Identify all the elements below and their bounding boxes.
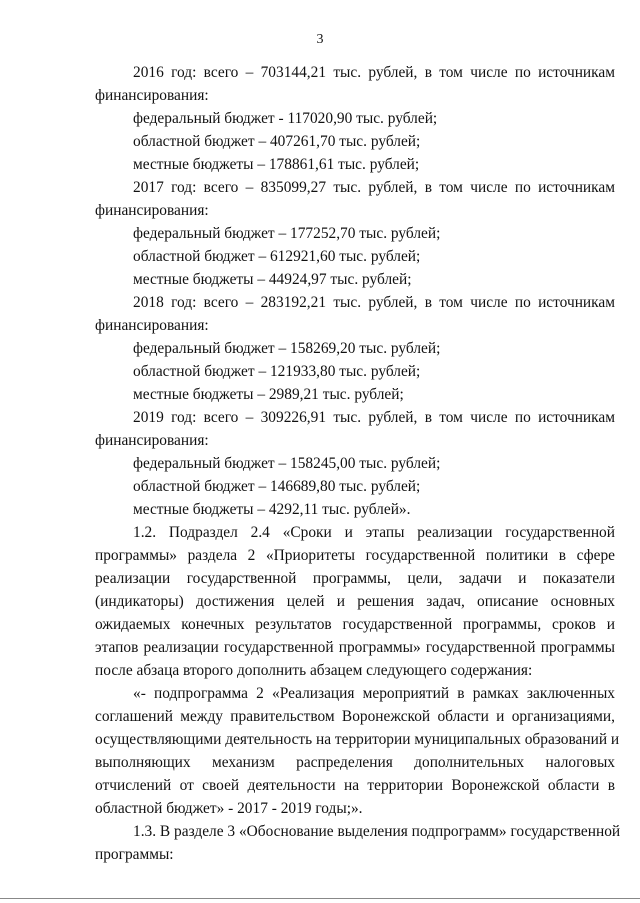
text-line: осуществляющими деятельность на территории муниципальных образований и xyxy=(95,731,620,748)
text-line: 2017 год: всего – 835099,27 тыс. рублей, в том числе по источникам xyxy=(133,179,615,196)
text-line: реализации государственной программы, цели, задачи и показатели xyxy=(95,570,615,587)
text-line: финансирования: xyxy=(95,317,209,334)
text-line: отчислений от своей деятельности на территории Воронежской области в xyxy=(95,777,615,794)
text-line: финансирования: xyxy=(95,432,209,449)
text-line: федеральный бюджет - 117020,90 тыс. рублей; xyxy=(133,110,438,127)
text-line: 2016 год: всего – 703144,21 тыс. рублей, в том числе по источникам xyxy=(133,64,615,81)
text-line: местные бюджеты – 44924,97 тыс. рублей; xyxy=(133,271,412,288)
text-line: (индикаторы) достижения целей и решения задач, описание основных xyxy=(95,593,615,610)
text-line: местные бюджеты – 2989,21 тыс. рублей; xyxy=(133,386,404,403)
text-line: программы: xyxy=(95,846,174,863)
text-line: «- подпрограмма 2 «Реализация мероприятий в рамках заключенных xyxy=(133,685,615,702)
text-line: местные бюджеты – 178861,61 тыс. рублей; xyxy=(133,156,420,173)
text-line: областной бюджет – 121933,80 тыс. рублей; xyxy=(133,363,421,380)
text-line: 1.3. В разделе 3 «Обоснование выделения подпрограмм» государственной xyxy=(133,823,621,840)
text-line: 2019 год: всего – 309226,91 тыс. рублей, в том числе по источникам xyxy=(133,409,615,426)
text-line: финансирования: xyxy=(95,202,209,219)
text-line: областной бюджет – 146689,80 тыс. рублей; xyxy=(133,478,421,495)
text-line: областной бюджет – 612921,60 тыс. рублей; xyxy=(133,248,421,265)
text-line: соглашений между правительством Воронежской области и организациями, xyxy=(95,708,615,725)
text-line: после абзаца второго дополнить абзацем следующего содержания: xyxy=(95,662,533,679)
text-line: федеральный бюджет – 158269,20 тыс. рублей; xyxy=(133,340,441,357)
text-line: местные бюджеты – 4292,11 тыс. рублей». xyxy=(133,501,411,518)
text-line: федеральный бюджет – 158245,00 тыс. рублей; xyxy=(133,455,441,472)
text-line: выполняющих механизм распределения дополнительных налоговых xyxy=(95,754,615,771)
text-line: федеральный бюджет – 177252,70 тыс. рублей; xyxy=(133,225,441,242)
text-line: программы» раздела 2 «Приоритеты государственной политики в сфере xyxy=(95,547,615,564)
text-line: областной бюджет – 407261,70 тыс. рублей; xyxy=(133,133,421,150)
scan-bottom-edge xyxy=(0,898,640,899)
text-line: финансирования: xyxy=(95,87,209,104)
text-line: 2018 год: всего – 283192,21 тыс. рублей, в том числе по источникам xyxy=(133,294,615,311)
page-number: 3 xyxy=(316,32,324,47)
text-line: 1.2. Подраздел 2.4 «Сроки и этапы реализации государственной xyxy=(133,524,615,541)
text-line: этапов реализации государственной программы» государственной программы xyxy=(95,639,615,656)
text-line: ожидаемых конечных результатов государственной программы, сроков и xyxy=(95,616,615,633)
text-line: областной бюджет» - 2017 - 2019 годы;». xyxy=(95,800,363,817)
